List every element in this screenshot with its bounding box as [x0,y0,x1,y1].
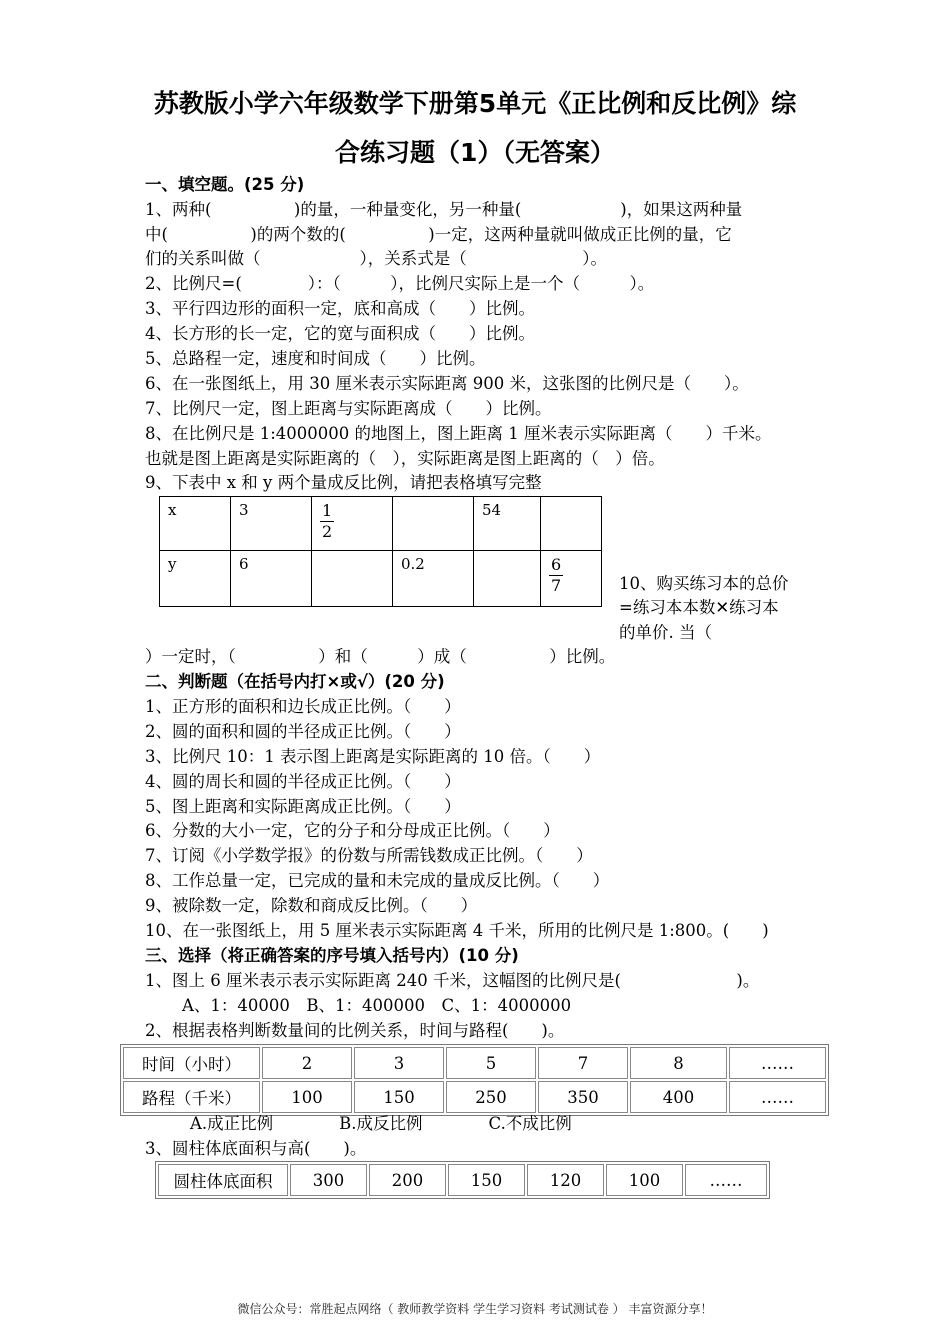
s2-line: 9、被除数一定，除数和商成反比例。（ ） [145,896,478,915]
s2-line: 4、圆的周长和圆的半径成正比例。（ ） [145,772,461,791]
table-cell: 300 [290,1164,367,1196]
table-cell: 7 [538,1047,628,1079]
s1-line: 们的关系叫做（ ），关系式是（ ）。 [145,249,607,268]
table-cell [312,551,393,607]
s1-line: 4、长方形的长一定，它的宽与面积成（ ）比例。 [145,324,535,343]
s1-line: 也就是图上距离是实际距离的（ ），实际距离是图上距离的（ ）倍。 [145,449,665,468]
s2-line: 2、圆的面积和圆的半径成正比例。（ ） [145,722,461,741]
table-cell: …… [729,1047,826,1079]
table-cell: 120 [527,1164,604,1196]
s3-q2-options: A.成正比例 B.成反比例 C.不成比例 [190,1114,572,1133]
table-cell: 5 [446,1047,536,1079]
table-cell: 100 [262,1081,352,1113]
table-cell: 0.2 [393,551,474,607]
table-cell: 200 [369,1164,446,1196]
s2-line: 8、工作总量一定，已完成的量和未完成的量成反比例。（ ） [145,871,610,890]
page-title-line2: 合练习题（1）（无答案） [335,138,615,167]
s1-line: 9、下表中 x 和 y 两个量成反比例，请把表格填写完整 [145,473,542,492]
s2-line: 5、图上距离和实际距离成正比例。（ ） [145,797,461,816]
q2-table [120,1044,829,1116]
s1-line: 6、在一张图纸上，用 30 厘米表示实际距离 900 米，这张图的比例尺是（ ）。 [145,374,749,393]
s3-q1: 1、图上 6 厘米表示表示实际距离 240 千米，这幅图的比例尺是( )。 [145,971,760,990]
table-cell: 250 [446,1081,536,1113]
table-cell: 时间（小时） [123,1047,260,1079]
fraction: $\frac{1}{2}$ [322,501,333,541]
q10-side-line: 10、购买练习本的总价 [619,574,789,593]
footer-text: 微信公众号：常胜起点网络（ 教师教学资料 学生学习资料 考试测试卷 ） 丰富资源分享！ [237,1302,713,1316]
section3-heading: 三、选择（将正确答案的序号填入括号内）(10 分) [145,946,519,965]
section1-heading: 一、填空题。(25 分) [145,175,305,194]
table-cell: 150 [448,1164,525,1196]
table-cell [474,551,541,607]
section2-heading: 二、判断题（在括号内打×或√）(20 分) [145,672,445,691]
q10-side-line: 的单价. 当（ [619,623,712,642]
s2-line: 6、分数的大小一定，它的分子和分母成正比例。（ ） [145,821,560,840]
table-cell: 150 [354,1081,444,1113]
s3-q3: 3、圆柱体底面积与高( )。 [145,1139,367,1158]
table-cell: 3 [354,1047,444,1079]
q9-table [159,496,602,607]
table-cell: 6 [231,551,312,607]
s1-line: 7、比例尺一定，图上距离与实际距离成（ ）比例。 [145,399,552,418]
table-cell: …… [729,1081,826,1113]
table-cell: 3 [231,497,312,551]
fraction: $\frac{6}{7}$ [551,555,562,595]
table-cell: 100 [606,1164,683,1196]
table-cell: 圆柱体底面积 [158,1164,288,1196]
s2-line: 7、订阅《小学数学报》的份数与所需钱数成正比例。（ ） [145,846,593,865]
s3-q1-options: A、1：40000 B、1：400000 C、1：4000000 [182,996,572,1015]
table-cell: 路程（千米） [123,1081,260,1113]
s1-line: 2、比例尺=( ）：（ ），比例尺实际上是一个（ ）。 [145,274,655,293]
table-cell: 400 [630,1081,727,1113]
table-cell: 8 [630,1047,727,1079]
table-cell: 54 [474,497,541,551]
s1-line: 中( )的两个数的( )一定，这两种量就叫做成正比例的量，它 [145,225,732,244]
s1-line: 8、在比例尺是 1:4000000 的地图上，图上距离 1 厘米表示实际距离（ ）千米。 [145,424,772,443]
s2-line: 3、比例尺 10：1 表示图上距离是实际距离的 10 倍。（ ） [145,747,601,766]
table-cell: y [160,551,231,607]
table-cell [541,497,602,551]
table-cell [393,497,474,551]
q10-side-line: =练习本本数✕练习本 [619,598,779,617]
page-title-line1: 苏教版小学六年级数学下册第5单元《正比例和反比例》综 [153,89,797,118]
table-cell: 2 [262,1047,352,1079]
s1-line: 5、总路程一定，速度和时间成（ ）比例。 [145,349,486,368]
q10-tail: ）一定时，（ ）和（ ）成（ ）比例。 [145,647,616,666]
table-cell: …… [685,1164,767,1196]
s3-q2: 2、根据表格判断数量间的比例关系，时间与路程( )。 [145,1021,565,1040]
s1-line: 1、两种( )的量，一种量变化，另一种量( )，如果这两种量 [145,200,743,219]
s1-line: 3、平行四边形的面积一定，底和高成（ ）比例。 [145,299,535,318]
s2-line: 1、正方形的面积和边长成正比例。（ ） [145,697,461,716]
table-cell [541,551,602,607]
q3-table [155,1161,770,1199]
table-cell [312,497,393,551]
table-cell: 350 [538,1081,628,1113]
table-cell: x [160,497,231,551]
s2-line: 10、在一张图纸上，用 5 厘米表示实际距离 4 千米，所用的比例尺是 1:800。( ) [145,921,769,940]
